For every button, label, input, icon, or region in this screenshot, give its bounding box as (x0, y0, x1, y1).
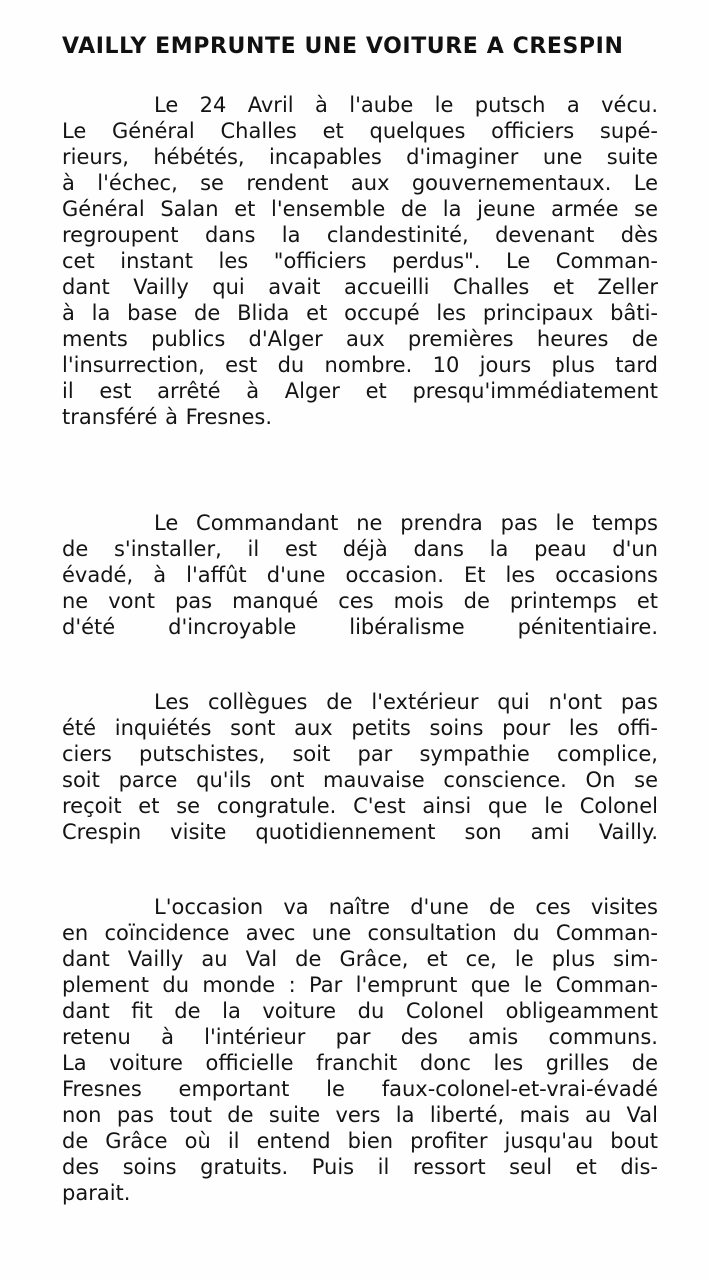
text-line: ments publics d'Alger aux premières heures de (62, 327, 658, 351)
text-line: de Grâce où il entend bien profiter jusqu'au bout (62, 1129, 658, 1153)
text-line: Le Commandant ne prendra pas le temps (154, 511, 658, 535)
text-line: Crespin visite quotidiennement son ami Vailly. (62, 820, 658, 844)
text-line: de s'installer, il est déjà dans la peau d'un (62, 537, 658, 561)
text-line: transféré à Fresnes. (62, 405, 273, 429)
text-line: Les collègues de l'extérieur qui n'ont pas (154, 690, 658, 714)
text-line: évadé, à l'affût d'une occasion. Et les occasions (62, 563, 658, 587)
text-line: L'occasion va naître d'une de ces visites (154, 895, 658, 919)
text-line: à la base de Blida et occupé les principaux bâti- (62, 301, 658, 325)
text-line: Le Général Challes et quelques officiers supé- (62, 119, 658, 143)
text-line: à l'échec, se rendent aux gouvernementaux. Le (62, 171, 658, 195)
paragraph-2 (62, 510, 658, 640)
text-line: il est arrêté à Alger et presqu'immédiatement (62, 379, 658, 403)
text-line: Le 24 Avril à l'aube le putsch a vécu. (154, 93, 658, 117)
text-line: plement du monde : Par l'emprunt que le Comman- (62, 973, 658, 997)
text-line: dant fit de la voiture du Colonel obligeamment (62, 999, 658, 1023)
paragraph-1 (62, 92, 658, 430)
text-line: La voiture officielle franchit donc les grilles de (62, 1051, 658, 1075)
text-line: cet instant les "officiers perdus". Le Comman- (62, 249, 658, 273)
text-line: Fresnes emportant le faux-colonel-et-vrai-évadé (62, 1077, 658, 1101)
text-line: parait. (62, 1181, 131, 1205)
text-line: en coïncidence avec une consultation du Comman- (62, 921, 658, 945)
text-line: ne vont pas manqué ces mois de printemps et (62, 589, 658, 613)
text-line: Général Salan et l'ensemble de la jeune armée se (62, 197, 658, 221)
article-title: VAILLY EMPRUNTE UNE VOITURE A CRESPIN (62, 34, 624, 59)
text-line: retenu à l'intérieur par des amis communs. (62, 1025, 658, 1049)
text-line: dant Vailly au Val de Grâce, et ce, le plus sim- (62, 947, 658, 971)
text-line: été inquiétés sont aux petits soins pour les offi- (62, 716, 658, 740)
text-line: soit parce qu'ils ont mauvaise conscience. On se (62, 768, 658, 792)
text-line: rieurs, hébétés, incapables d'imaginer une suite (62, 145, 658, 169)
text-line: des soins gratuits. Puis il ressort seul et dis- (62, 1155, 658, 1179)
text-line: reçoit et se congratule. C'est ainsi que le Colonel (62, 794, 658, 818)
text-line: l'insurrection, est du nombre. 10 jours plus tard (62, 353, 658, 377)
text-line: ciers putschistes, soit par sympathie complice, (62, 742, 658, 766)
text-line: dant Vailly qui avait accueilli Challes et Zeller (62, 275, 658, 299)
paragraph-4 (62, 894, 658, 1206)
text-line: d'été d'incroyable libéralisme pénitentiaire. (62, 615, 658, 639)
text-line: non pas tout de suite vers la liberté, mais au Val (62, 1103, 658, 1127)
paragraph-3 (62, 689, 658, 845)
text-line: regroupent dans la clandestinité, devenant dès (62, 223, 658, 247)
